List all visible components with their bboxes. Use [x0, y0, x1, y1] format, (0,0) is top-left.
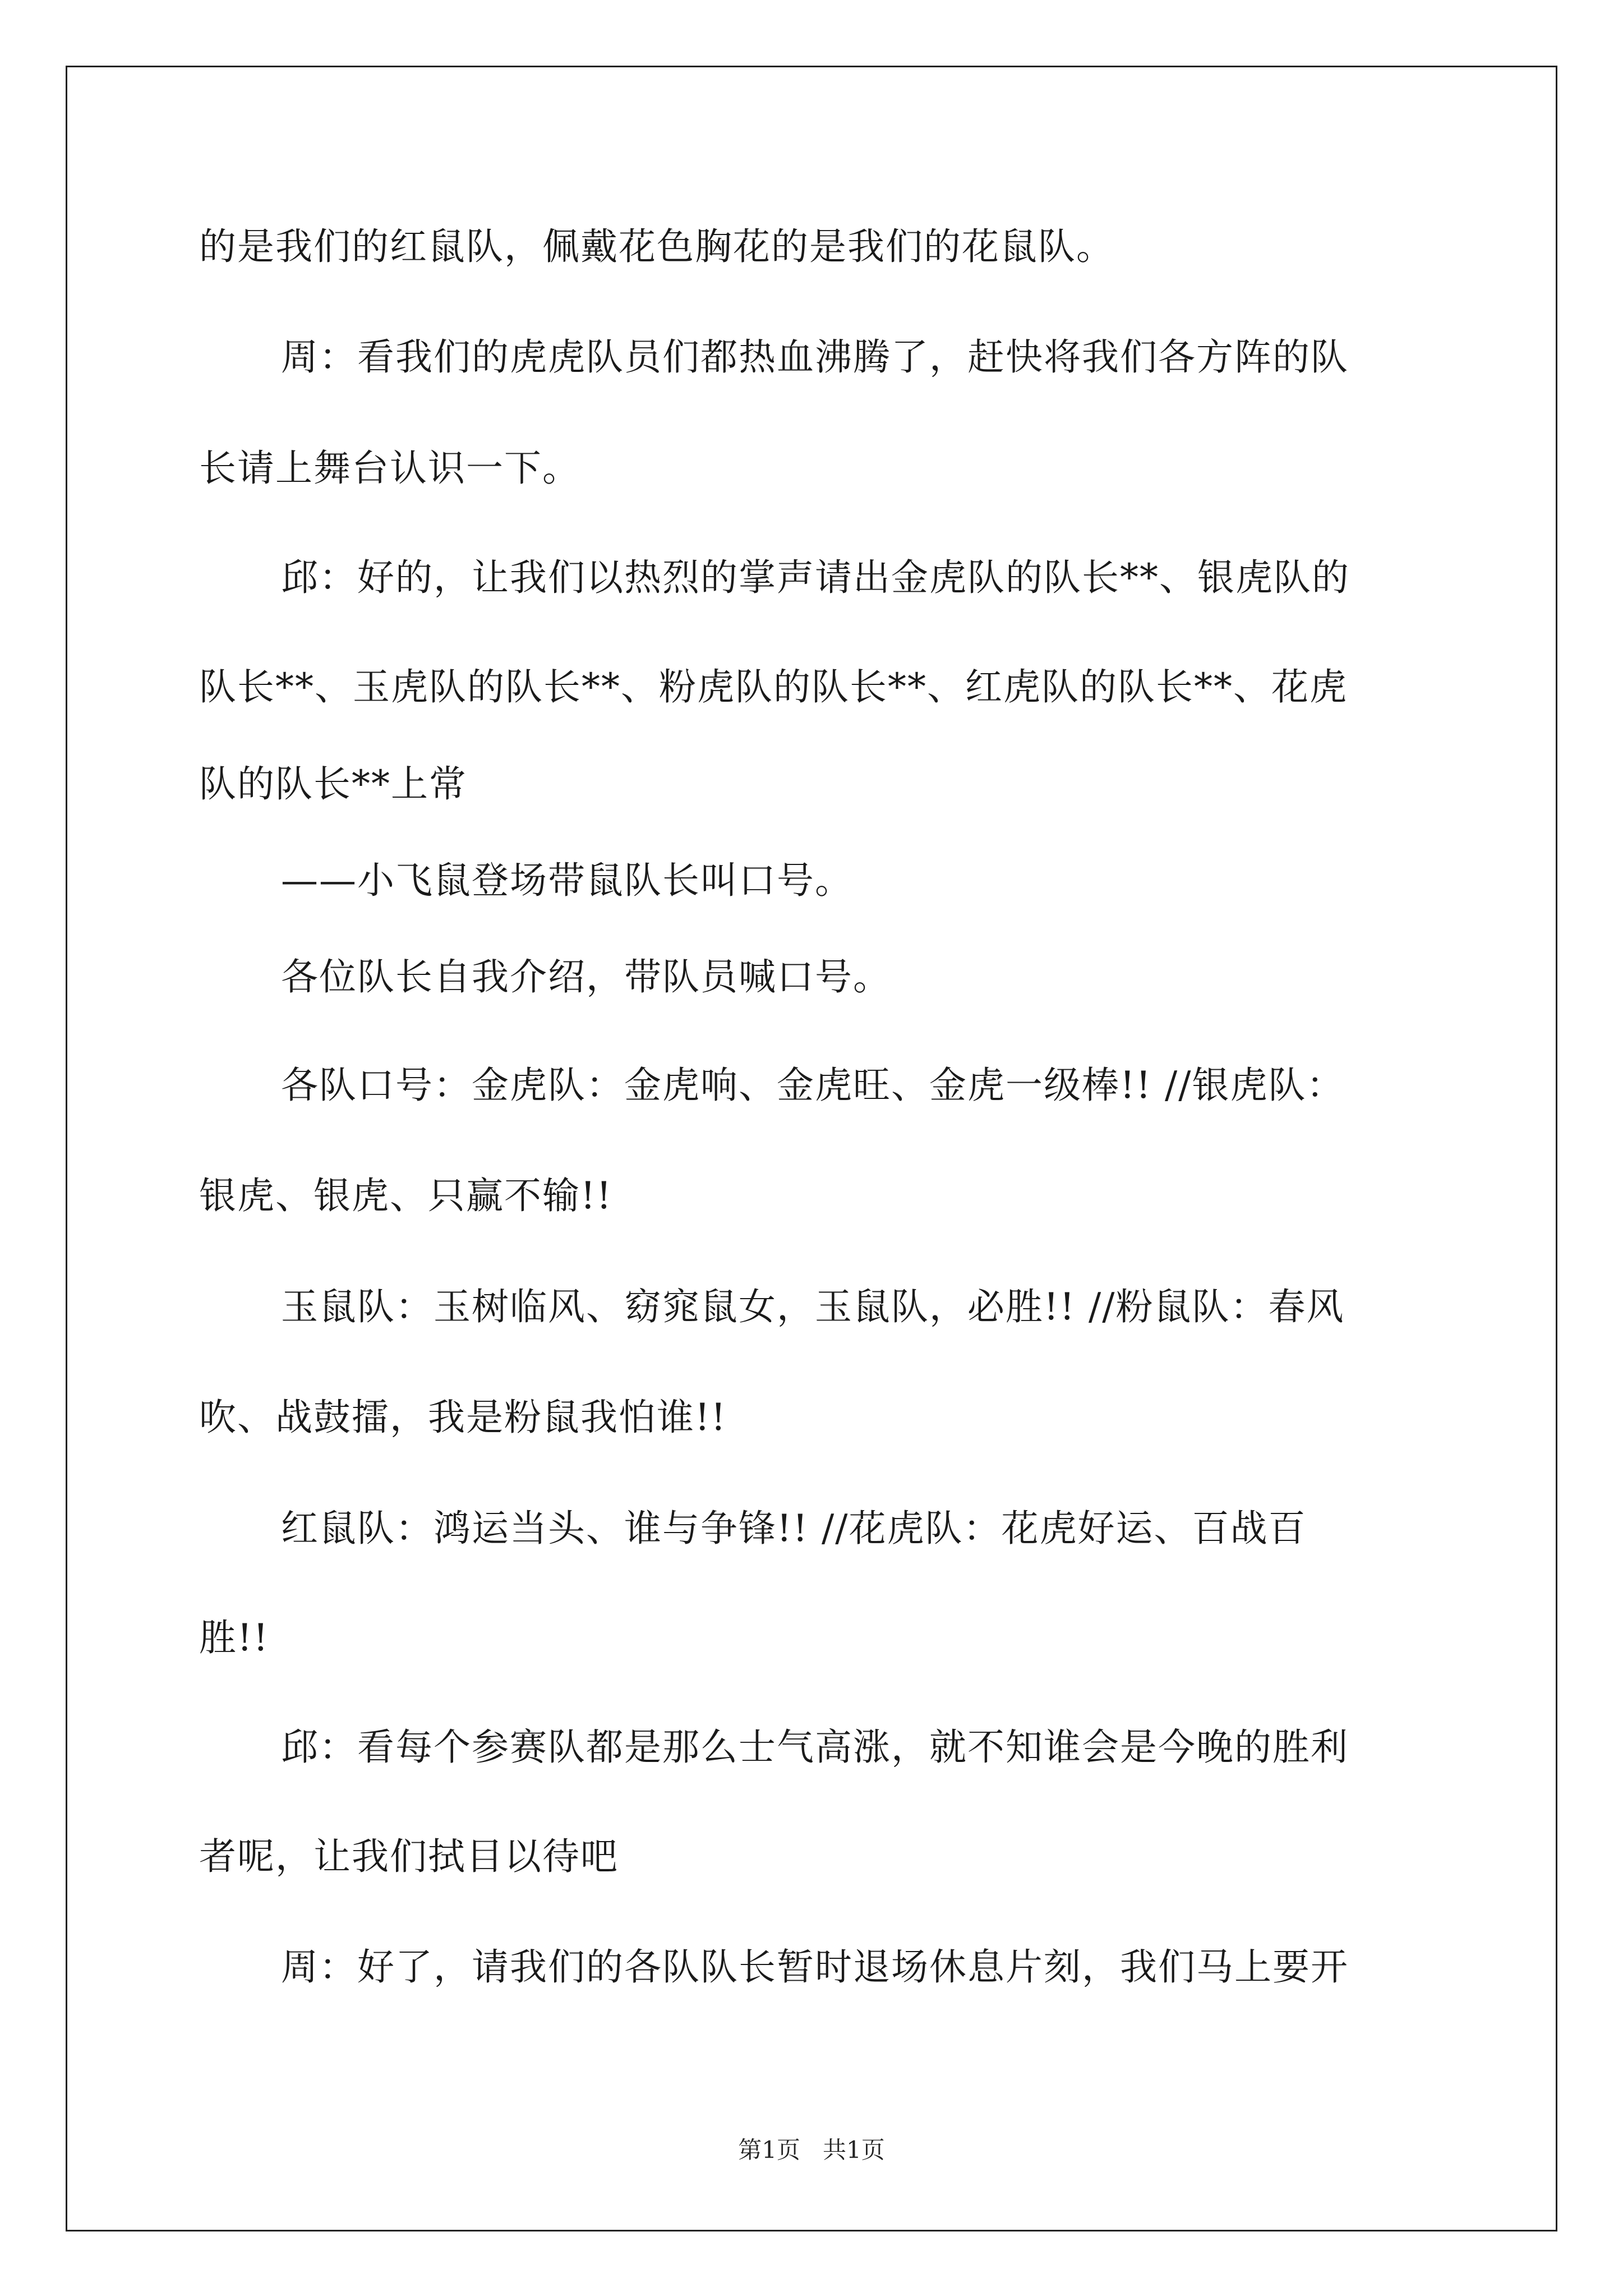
text-line: 周：好了，请我们的各队队长暂时退场休息片刻，我们马上要开 [281, 1945, 1349, 1989]
text-line: 吹、战鼓擂，我是粉鼠我怕谁!! [199, 1396, 727, 1439]
text-line: 各队口号：金虎队：金虎响、金虎旺、金虎一级棒!! //银虎队： [281, 1064, 1345, 1107]
text-line: 周：看我们的虎虎队员们都热血沸腾了，赶快将我们各方阵的队 [281, 335, 1349, 379]
text-line: 的是我们的红鼠队，佩戴花色胸花的是我们的花鼠队。 [199, 225, 1114, 268]
page-number-footer: 第1页 共1页 [738, 2136, 885, 2164]
text-line: 队长**、玉虎队的队长**、粉虎队的队长**、红虎队的队长**、花虎 [199, 665, 1348, 708]
text-line: 者呢，让我们拭目以待吧 [199, 1835, 619, 1878]
text-line: 队的队长**上常 [199, 762, 467, 806]
text-line: 长请上舞台认识一下。 [199, 447, 580, 490]
text-line: 邱：好的，让我们以热烈的掌声请出金虎队的队长**、银虎队的 [281, 556, 1350, 599]
text-line: ——小飞鼠登场带鼠队长叫口号。 [281, 859, 853, 902]
text-line: 银虎、银虎、只赢不输!! [199, 1174, 613, 1217]
text-line: 红鼠队：鸿运当头、谁与争锋!! //花虎队：花虎好运、百战百 [281, 1507, 1307, 1550]
text-line: 邱：看每个参赛队都是那么士气高涨，就不知谁会是今晚的胜利 [281, 1726, 1349, 1769]
text-line: 胜!! [199, 1616, 270, 1659]
text-line: 玉鼠队：玉树临风、窈窕鼠女，玉鼠队，必胜!! //粉鼠队：春风 [281, 1285, 1345, 1328]
text-line: 各位队长自我介绍，带队员喊口号。 [281, 955, 891, 999]
page-border [66, 66, 1557, 2231]
